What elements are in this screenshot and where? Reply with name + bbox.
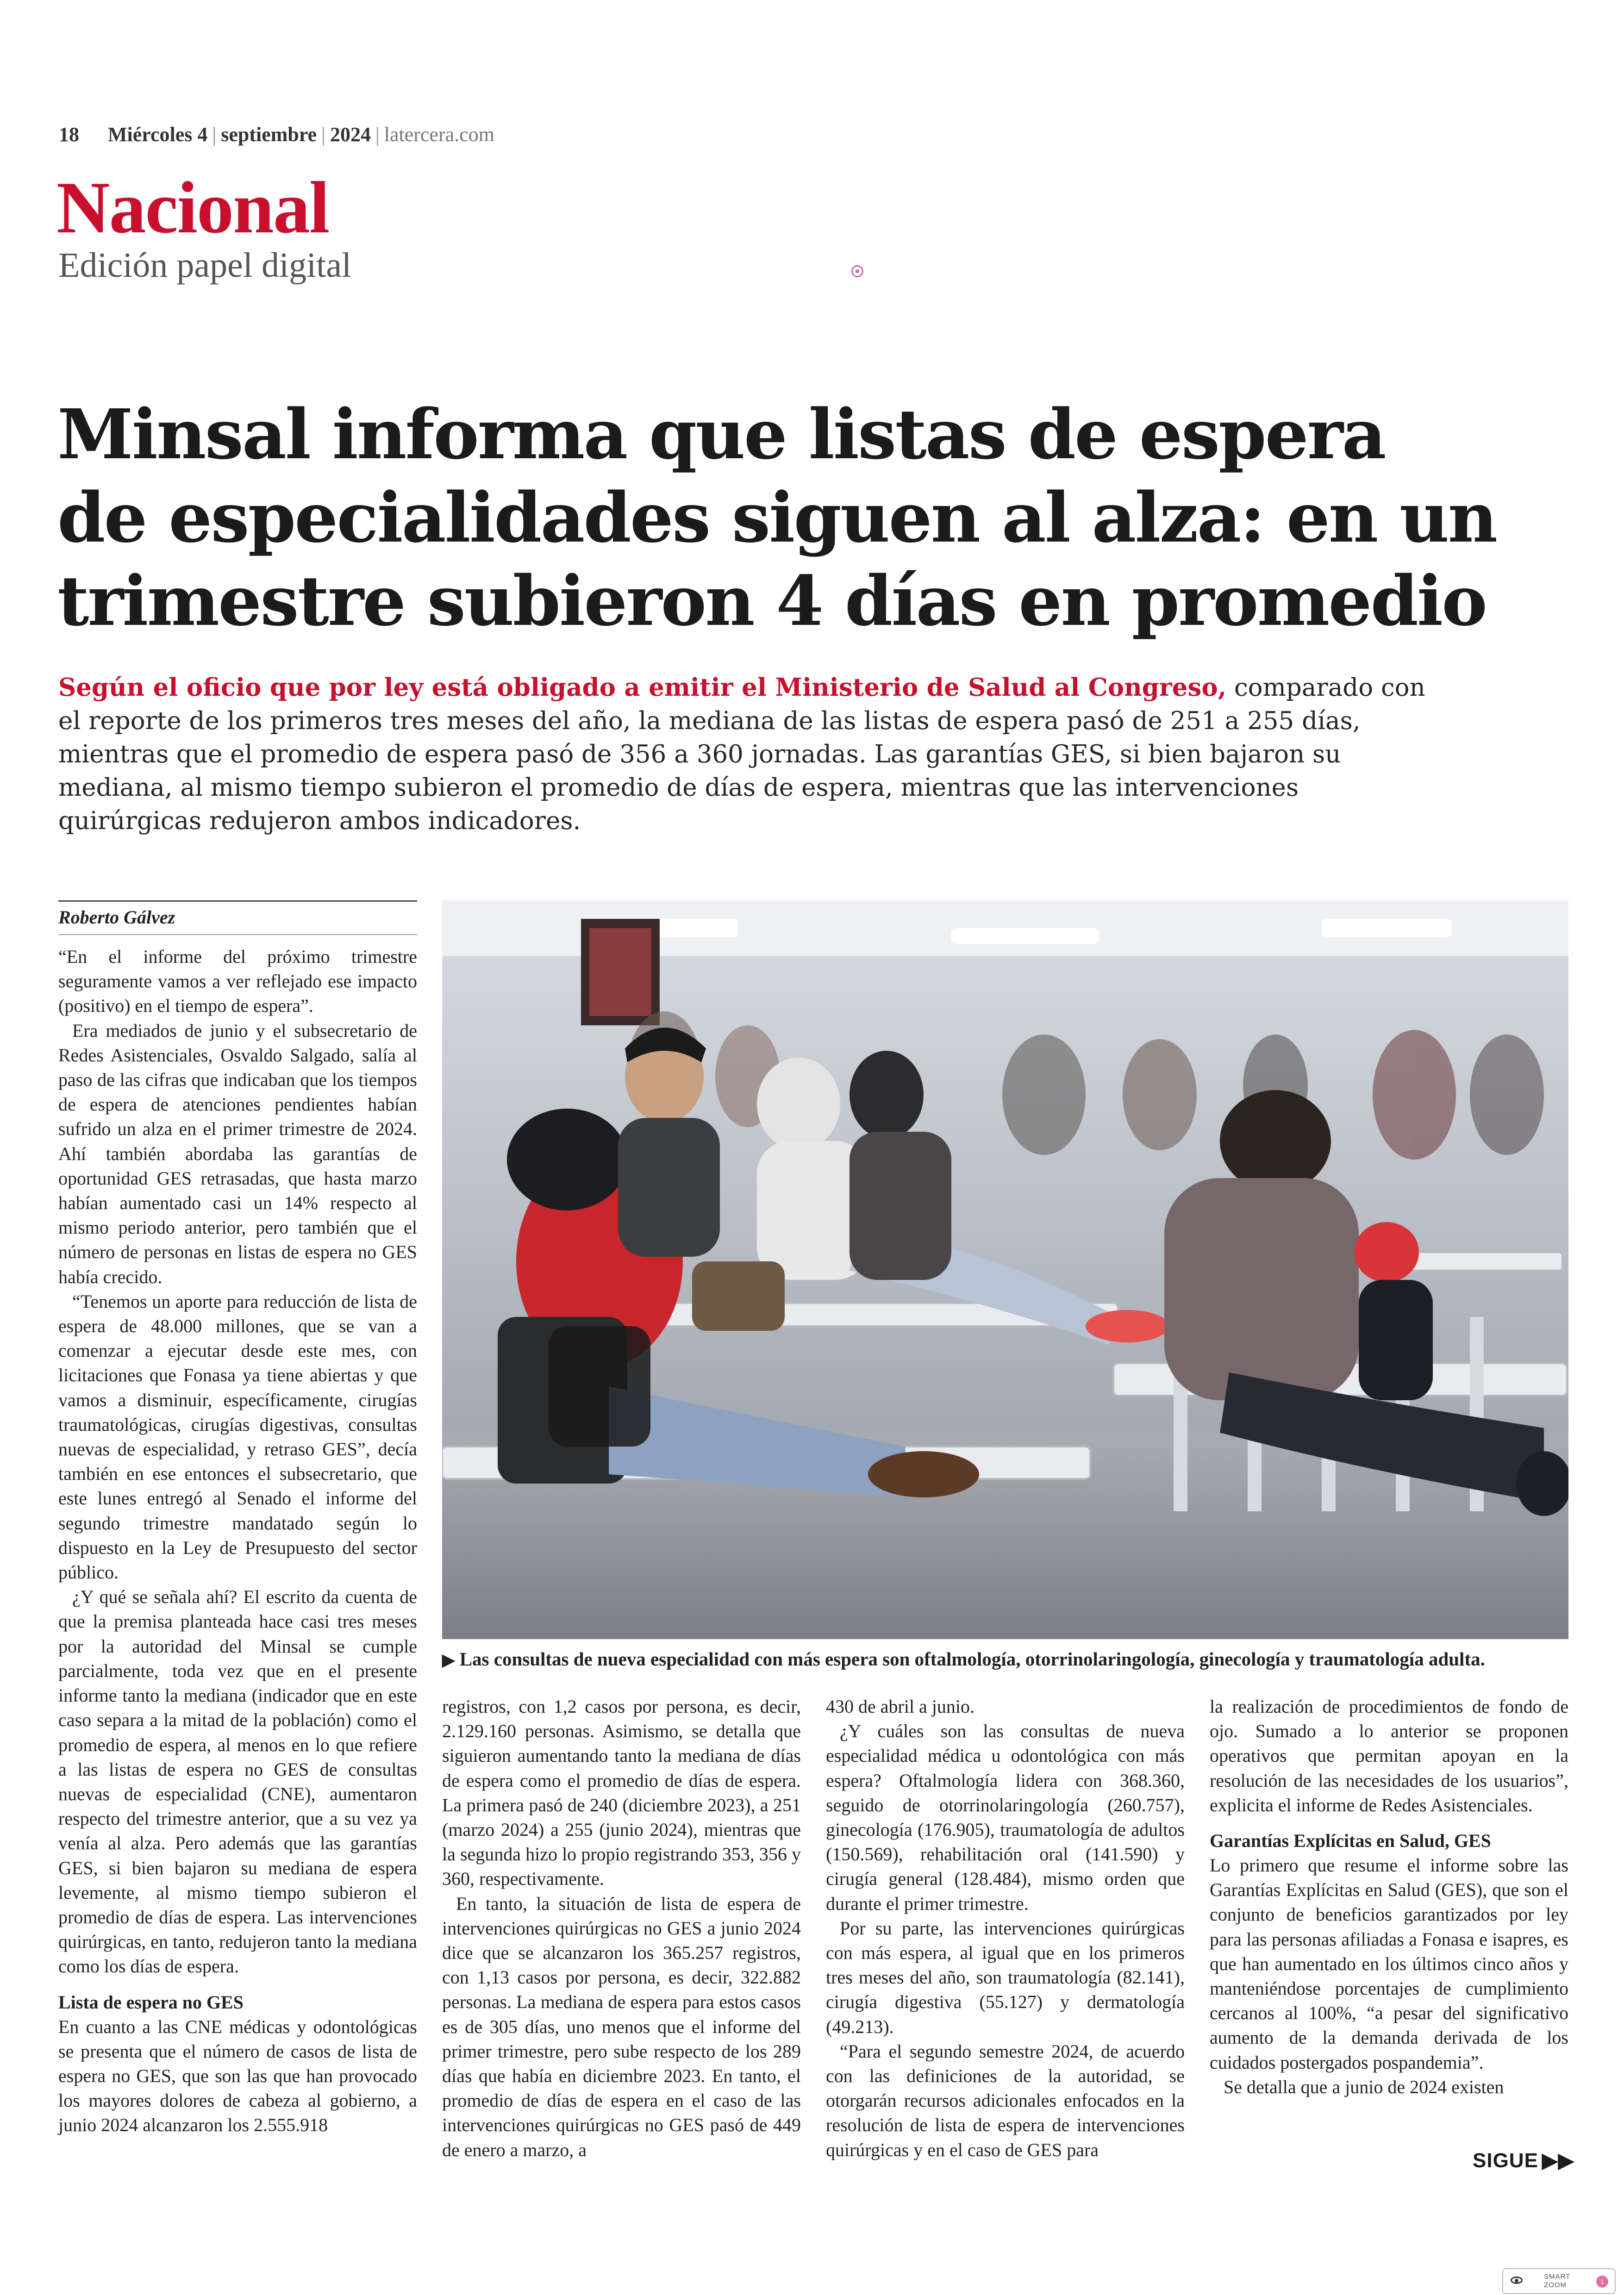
caption-text: Las consultas de nueva especialidad con más espera son oftalmología, otorrinolaringología, ginecología y traumatología adulta. (459, 1648, 1485, 1670)
eye-icon (1511, 2276, 1523, 2284)
byline: Roberto Gálvez (58, 907, 175, 928)
page-folio: 18 Miércoles 4 | septiembre | 2024 | latercera.com (59, 123, 494, 146)
headline-line: trimestre subieron 4 días en promedio (57, 561, 1486, 641)
article-lead (58, 671, 1447, 838)
page-number: 18 (59, 123, 79, 146)
lead-text: comparado con el reporte de los primeros tres meses del año, la mediana de las listas de espera pasó de 251 a 255 días, mientras que el promedio de espera pasó de 356 a 360 jornadas. Las garantías GES, si bien bajaron su mediana, al mismo tiempo subieron el promedio de días de espera, mientras que las intervenciones quirúrgicas redujeron ambos indicadores. (58, 674, 1425, 835)
paragraph: “Para el segundo semestre 2024, de acuerdo con las definiciones de la autoridad, se otorgarán recursos adicionales enfocados en la resolución de lista de espera de intervenciones quirúrgicas y en el caso de GES para (826, 2040, 1185, 2160)
paragraph: Era mediados de junio y el subsecretario de Redes Asistenciales, Osvaldo Salgado, salía al paso de las cifras que indicaban que los tiempos de espera de atenciones pendientes habían sufrido un alza en el primer trimestre de 2024. Ahí también abordaba las garantías de oportunidad GES retrasadas, que hasta marzo habían aumentado casi un 14% respecto al mismo periodo anterior, pero también que el número de personas en listas de espera no GES había crecido. (58, 1020, 417, 1287)
paragraph: “En el informe del próximo trimestre seguramente vamos a ver reflejado ese impacto (positivo) en el tiempo de espera”. (58, 946, 417, 1017)
paragraph: Se detalla que a junio de 2024 existen (1224, 2076, 1504, 2097)
headline-line: Minsal informa que listas de espera (57, 394, 1385, 474)
lead-highlight: Según el oficio que por ley está obligado a emitir el Ministerio de Salud al Congreso, (58, 673, 1227, 702)
article-column-3 (826, 1694, 1185, 2162)
site-link[interactable]: latercera.com (384, 123, 494, 146)
issue-day: Miércoles 4 (108, 123, 208, 146)
smart-zoom-button[interactable] (1502, 2268, 1616, 2294)
smart-zoom-label: SMART ZOOM (1544, 2273, 1571, 2289)
article-column-2 (442, 1694, 801, 2162)
article-column-1 (58, 944, 417, 2138)
double-arrow-icon: ▶▶ (1542, 2149, 1574, 2172)
continue-link[interactable] (1473, 2149, 1574, 2172)
subheading: Lista de espera no GES (58, 1991, 244, 2013)
article-column-4 (1210, 1694, 1568, 2099)
waiting-room-photo (442, 900, 1568, 1639)
paragraph: 430 de abril a junio. (826, 1696, 975, 1717)
edition-label: Edición papel digital (58, 246, 352, 285)
paragraph: Lo primero que resume el informe sobre las Garantías Explícitas en Salud (GES), que son el conjunto de beneficios garantizados por ley para las personas afiliadas a Fonasa e isapres, es que han aumentado en los últimos cinco años y manteniéndose porcentajes de cumplimiento cercanos al 100%, “a pesar del significativo aumento de la demanda derivada de los cuidados postergados pospandemia”. (1210, 1855, 1568, 2073)
caption-triangle-icon: ▶ (442, 1651, 455, 1669)
article-headline (57, 393, 1567, 642)
paragraph: registros, con 1,2 casos por persona, es decir, 2.129.160 personas. Asimismo, se detalla que siguieron aumentando tanto la mediana de días de espera como el promedio de días de espera. La primera pasó de 240 (diciembre 2023), a 251 (marzo 2024) a 255 (junio 2024), mientras que la segunda hizo lo propio registrando 353, 356 y 360, respectivamente. (442, 1696, 801, 1890)
paragraph: la realización de procedimientos de fondo de ojo. Sumado a lo anterior se proponen operativos que permitan apoyan en la resolución de las necesidades de los usuarios”, explicita el informe de Redes Asistenciales. (1210, 1696, 1568, 1815)
section-title: Nacional (56, 166, 329, 249)
paragraph: En tanto, la situación de lista de espera de intervenciones quirúrgicas no GES a junio 2024 dice que se alcanzaron los 365.257 registros, con 1,13 casos por persona, es decir, 322.882 personas. La mediana de espera para estos casos es de 305 días, uno menos que el informe del primer trimestre, pero sube respecto de los 289 días que había en diciembre 2023. En tanto, el promedio de días de espera en el caso de las intervenciones quirúrgicas no GES pasó de 449 de enero a marzo, a (442, 1893, 801, 2160)
headline-line: de especialidades siguen al alza: en un (57, 477, 1497, 558)
issue-year: 2024 (330, 123, 371, 146)
paragraph: ¿Y cuáles son las consultas de nueva especialidad médica u odontológica con más espera? Oftalmología lidera con 368.360, seguido de otorrinolaringología (260.757), ginecología (176.905), traumatología de adultos (150.569), rehabilitación oral (141.590) y cirugía general (128.484), mismo orden que durante el primer trimestre. (826, 1721, 1185, 1914)
byline-divider (58, 934, 417, 935)
paragraph: En cuanto a las CNE médicas y odontológicas se presenta que el número de casos de lista de espera no GES, que son las que han provocado los mayores dolores de cabeza al gobierno, a junio 2024 alcanzaron los 2.555.918 (58, 2016, 417, 2136)
photo-caption (442, 1648, 1568, 1670)
continue-label: SIGUE (1473, 2149, 1538, 2172)
target-dot-icon[interactable] (851, 265, 863, 277)
zoom-badge: 1 (1596, 2276, 1608, 2288)
subheading: Garantías Explícitas en Salud, GES (1210, 1830, 1491, 1852)
paragraph: ¿Y qué se señala ahí? El escrito da cuenta de que la premisa planteada hace casi tres meses por la autoridad del Minsal se cumple parcialmente, toda vez que en el presente informe tanto la mediana (indicador que en este caso separa a la mitad de la población) como el promedio de espera, al menos en lo que refiere a las listas de espera no GES de consultas nuevas de especialidad (CNE), aumentaron respecto del trimestre anterior, que a su vez ya venía al alza. Pero además que las garantías GES, si bien bajaron su mediana de espera levemente, al mismo tiempo subieron el promedio de días de espera. Las intervenciones quirúrgicas, en tanto, redujeron tanto la mediana como los días de espera. (58, 1586, 417, 1977)
byline-rule (58, 900, 417, 902)
paragraph: Por su parte, las intervenciones quirúrgicas con más espera, al igual que en los primeros tres meses del año, son traumatología (82.141), cirugía digestiva (55.127) y dermatología (49.213). (826, 1917, 1185, 2037)
issue-month: septiembre (221, 123, 317, 146)
paragraph: “Tenemos un aporte para reducción de lista de espera de 48.000 millones, que se van a comenzar a ejecutar desde este mes, con licitaciones que Fonasa ya tiene abiertas y que vamos a disminuir, específicamente, cirugías traumatológicas, cirugías digestivas, consultas nuevas de especialidad, y retraso GES”, decía también en ese entonces el subsecretario, que este lunes entregó al Senado el informe del segundo trimestre mandatado según lo dispuesto en la Ley de Presupuesto del sector público. (58, 1291, 417, 1583)
